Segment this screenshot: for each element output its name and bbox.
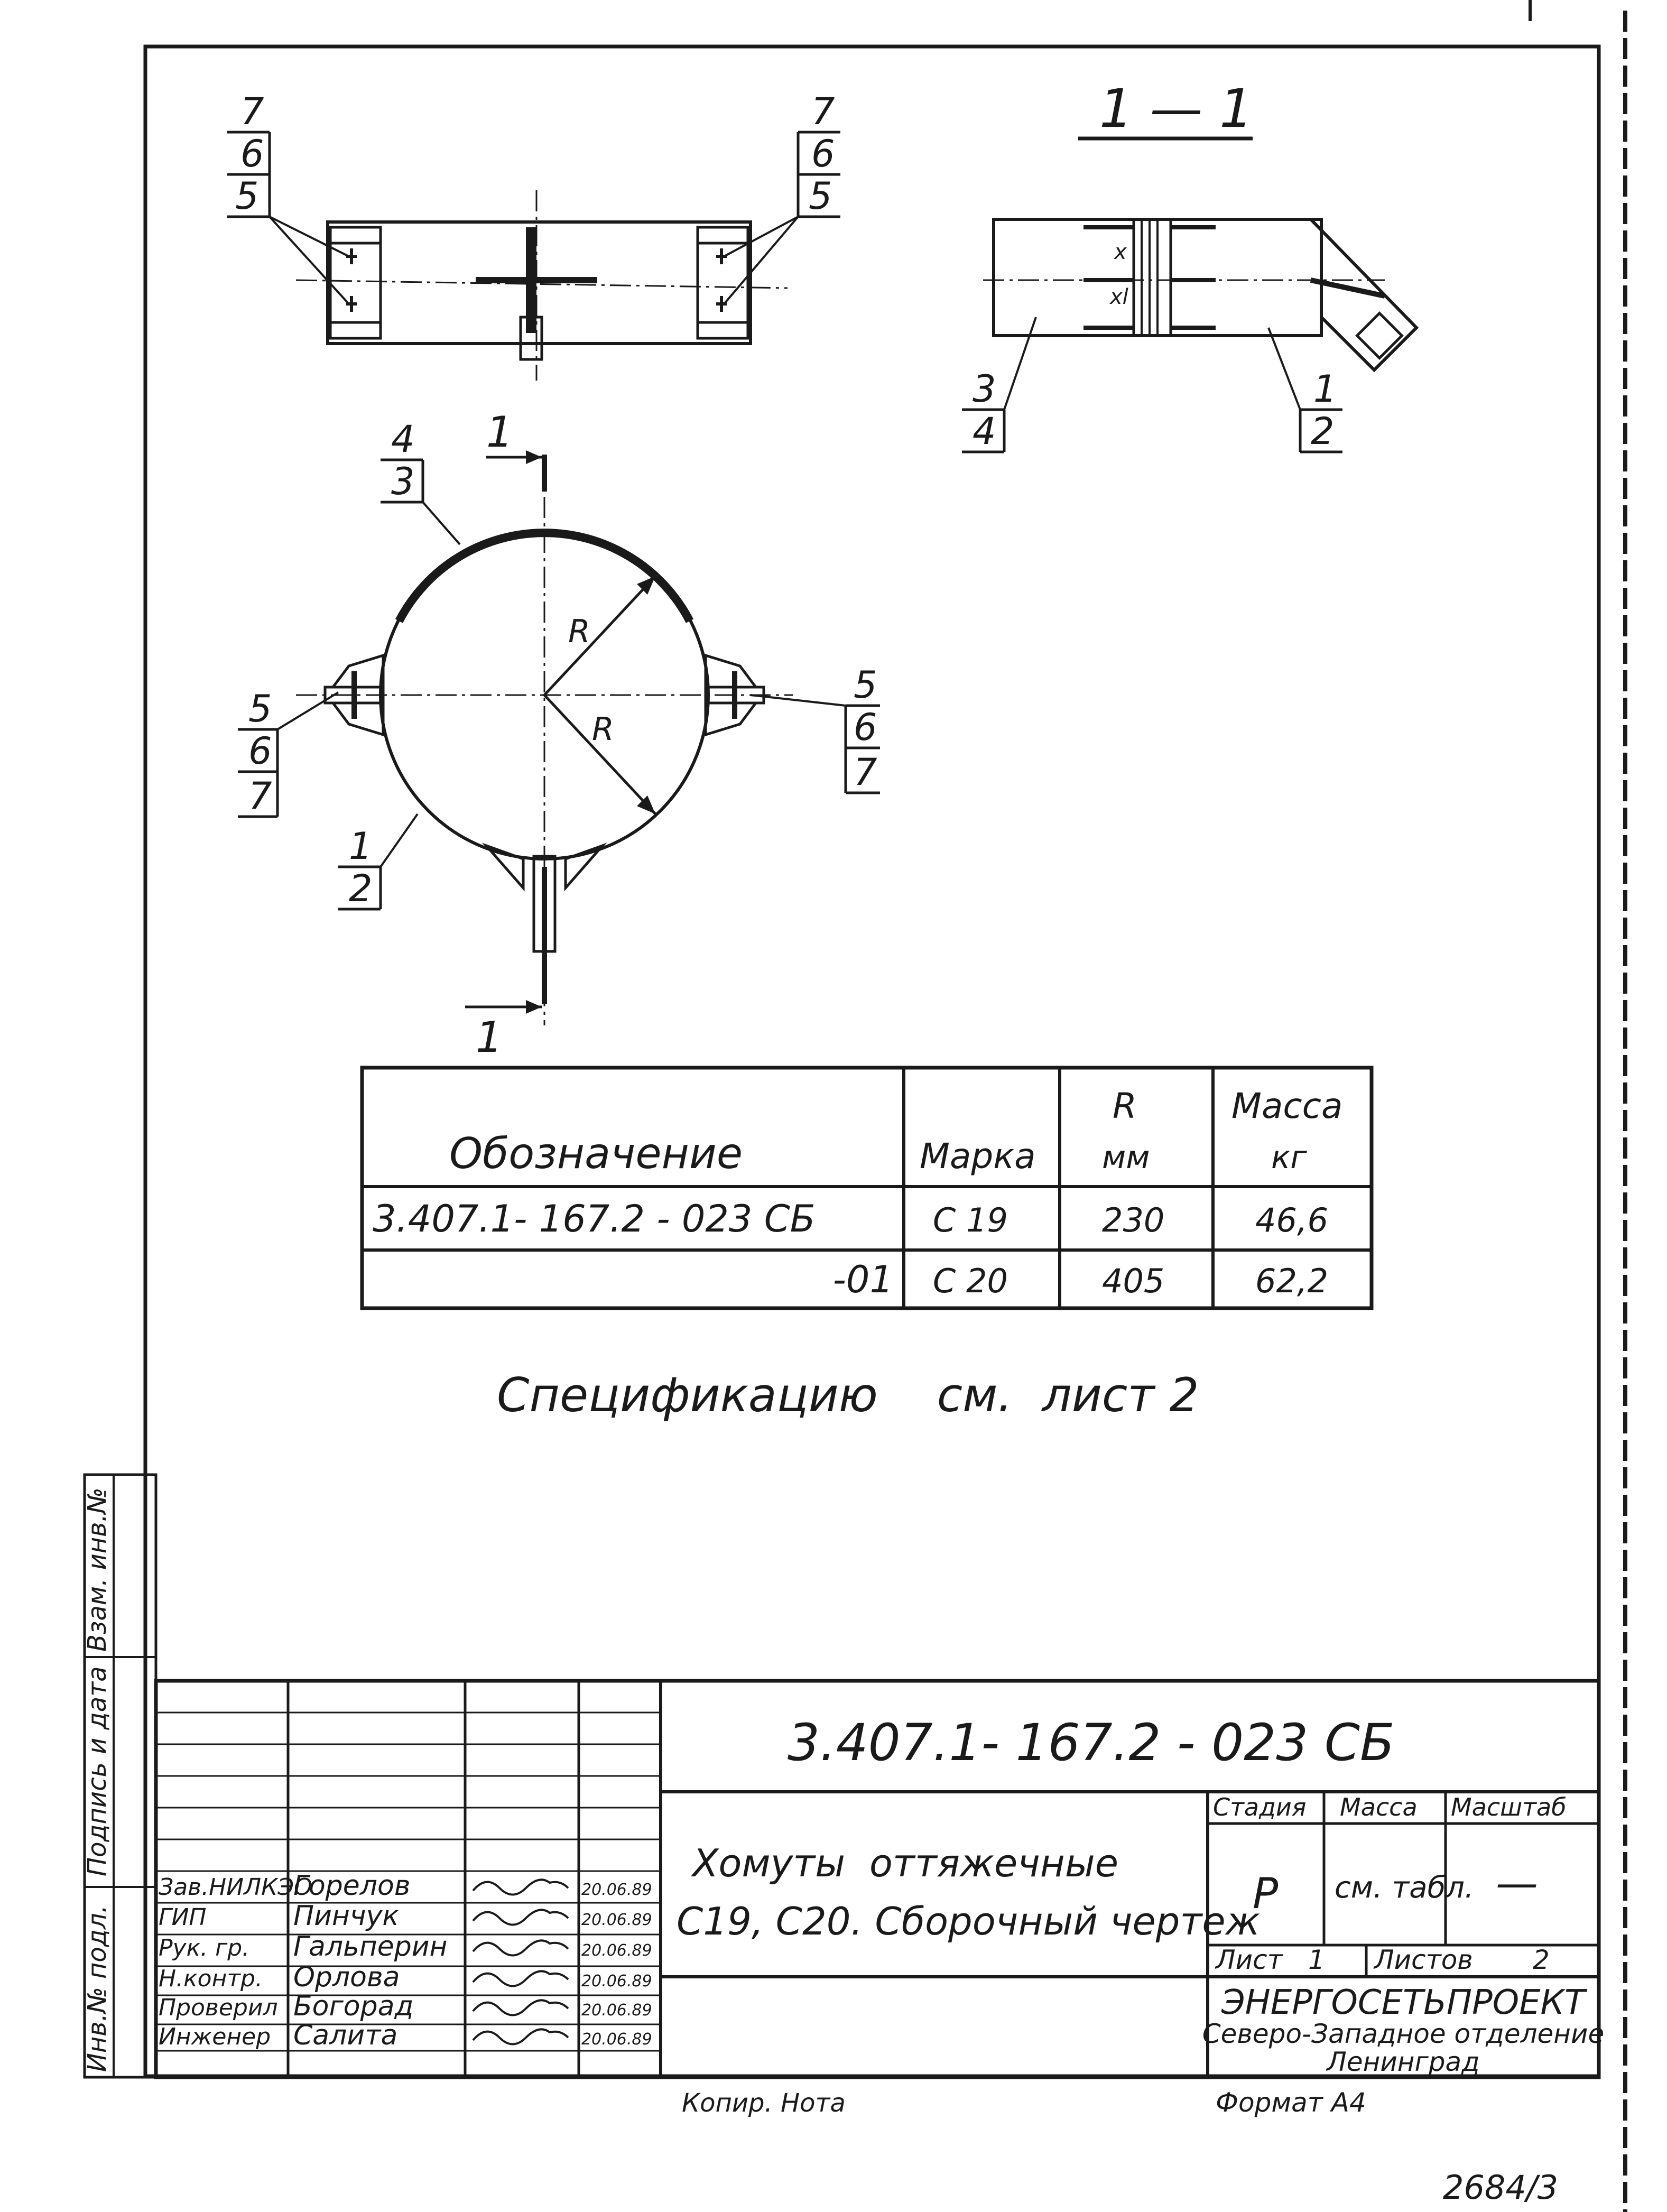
mass-label: Масса bbox=[1340, 1793, 1418, 1821]
callout-digit: 7 bbox=[854, 751, 877, 794]
title-line-2: С19, С20. Сборочный чертеж bbox=[677, 1899, 1260, 1943]
spec-header-mark: Марка bbox=[920, 1136, 1036, 1177]
signature-scribble bbox=[473, 1940, 568, 1955]
section-view bbox=[962, 78, 1416, 453]
signature-name: Орлова bbox=[293, 1961, 400, 1993]
mass-value: см. табл. bbox=[1335, 1871, 1474, 1905]
table-row bbox=[373, 1197, 1328, 1241]
signature-name: Пинчук bbox=[293, 1900, 399, 1932]
scale-label: Масштаб bbox=[1451, 1793, 1567, 1821]
title-line-1: Хомуты оттяжечные bbox=[692, 1841, 1119, 1885]
svg-text:x: x bbox=[1114, 240, 1127, 264]
side-label-inv-vzam: Взам. инв.№ bbox=[82, 1487, 112, 1652]
sheet-value: 1 bbox=[1308, 1945, 1325, 1975]
callout-digit: 6 bbox=[811, 132, 835, 175]
spec-cell-r: 230 bbox=[1102, 1201, 1165, 1239]
signature-date: 20.06.89 bbox=[581, 2001, 652, 2020]
sheets-value: 2 bbox=[1533, 1945, 1550, 1975]
top-view-right-callout bbox=[724, 90, 840, 304]
org-name: ЭНЕРГОСЕТЬПРОЕКТ bbox=[1221, 1983, 1586, 2022]
signature-name: Горелов bbox=[293, 1870, 411, 1902]
signature-scribble bbox=[473, 2000, 568, 2015]
signature-role: Н.контр. bbox=[159, 1965, 263, 1992]
callout-digit: 2 bbox=[349, 867, 373, 910]
callout-digit: 7 bbox=[240, 90, 264, 133]
stage-value: Р bbox=[1253, 1869, 1279, 1918]
spec-cell-designation: -01 bbox=[832, 1258, 893, 1301]
spec-cell-designation: 3.407.1- 167.2 - 023 СБ bbox=[373, 1197, 816, 1241]
signature-date: 20.06.89 bbox=[581, 1941, 652, 1960]
spec-cell-r: 405 bbox=[1102, 1262, 1165, 1300]
spec-cell-mass: 62,2 bbox=[1255, 1262, 1329, 1300]
callout-digit: 7 bbox=[248, 774, 272, 818]
front-top-callout bbox=[381, 418, 460, 544]
stage-label: Стадия bbox=[1213, 1793, 1307, 1821]
spec-header-mass-unit: кг bbox=[1271, 1139, 1307, 1176]
callout-digit: 1 bbox=[349, 825, 373, 868]
copied-by: Копир. Нота bbox=[682, 2088, 846, 2118]
signature-scribble bbox=[473, 1910, 568, 1924]
section-cut-top bbox=[486, 408, 544, 492]
radius-label: R bbox=[568, 613, 590, 650]
section-label: 1 — 1 bbox=[1099, 78, 1253, 140]
callout-digit: 3 bbox=[391, 460, 415, 503]
callout-digit: 5 bbox=[248, 687, 272, 730]
side-label-inv-podl: Инв.№ подл. bbox=[82, 1905, 112, 2072]
signature-name: Богорад bbox=[293, 1991, 414, 2022]
callout-digit: 1 bbox=[1313, 367, 1337, 411]
spec-cell-mass: 46,6 bbox=[1255, 1201, 1329, 1239]
callout-digit: 6 bbox=[248, 729, 272, 773]
spec-cell-mark: С 20 bbox=[933, 1262, 1008, 1300]
callout-digit: 4 bbox=[391, 418, 415, 461]
signature-scribble bbox=[473, 1971, 568, 1986]
callout-digit: 5 bbox=[809, 174, 832, 218]
signature-name: Салита bbox=[293, 2020, 398, 2051]
scale-value: — bbox=[1496, 1858, 1538, 1908]
callout-digit: 7 bbox=[811, 90, 835, 133]
doc-code: 3.407.1- 167.2 - 023 СБ bbox=[788, 1713, 1395, 1772]
callout-digit: 6 bbox=[240, 132, 264, 175]
callout-digit: 4 bbox=[973, 410, 996, 453]
front-view bbox=[238, 408, 880, 1062]
cut-marker-label: 1 bbox=[476, 1013, 503, 1062]
spec-header-designation: Обозначение bbox=[449, 1129, 743, 1178]
signature-role: Рук. гр. bbox=[159, 1935, 250, 1961]
signature-scribble bbox=[473, 1880, 568, 1894]
section-right-callout bbox=[1268, 328, 1342, 453]
signature-role: Проверил bbox=[159, 1994, 278, 2021]
radius-label: R bbox=[592, 711, 614, 748]
org-city: Ленинград bbox=[1327, 2047, 1480, 2077]
spec-cell-mark: С 19 bbox=[933, 1201, 1008, 1239]
svg-text:xl: xl bbox=[1110, 285, 1128, 309]
side-label-sign-date: Подпись и дата bbox=[82, 1666, 112, 1876]
callout-digit: 6 bbox=[854, 706, 877, 749]
top-view bbox=[227, 90, 840, 381]
sheet-label: Лист bbox=[1216, 1945, 1283, 1975]
format-label: Формат А4 bbox=[1216, 2087, 1366, 2118]
archive-number: 2684/3 bbox=[1443, 2168, 1559, 2207]
section-cut-bottom bbox=[465, 951, 544, 1062]
callout-digit: 5 bbox=[235, 174, 259, 218]
spec-note: Спецификацию см. лист 2 bbox=[497, 1368, 1199, 1422]
org-branch: Северо-Западное отделение bbox=[1202, 2019, 1605, 2049]
signature-date: 20.06.89 bbox=[581, 2030, 652, 2049]
signature-date: 20.06.89 bbox=[581, 1972, 652, 1991]
callout-digit: 5 bbox=[854, 663, 877, 707]
callout-digit: 3 bbox=[973, 367, 996, 411]
spec-header-r-unit: мм bbox=[1102, 1139, 1150, 1176]
section-left-callout bbox=[962, 317, 1036, 453]
callout-digit: 2 bbox=[1311, 410, 1335, 453]
spec-header-mass: Масса bbox=[1231, 1086, 1343, 1126]
signature-role: Инженер bbox=[159, 2023, 271, 2050]
spec-table bbox=[362, 1068, 1372, 1308]
sheets-label: Листов bbox=[1374, 1945, 1473, 1975]
spec-header-r: R bbox=[1113, 1086, 1137, 1126]
table-row bbox=[833, 1258, 1328, 1301]
cut-marker-label: 1 bbox=[486, 408, 513, 457]
signature-scribble bbox=[473, 2029, 568, 2044]
signature-role: Зав.НИЛКЭО bbox=[159, 1874, 312, 1901]
front-bottom-callout bbox=[338, 814, 418, 910]
signature-name: Гальперин bbox=[293, 1931, 448, 1963]
signature-role: ГИП bbox=[159, 1904, 207, 1931]
signature-date: 20.06.89 bbox=[581, 1881, 652, 1899]
front-right-callout bbox=[751, 663, 880, 794]
front-left-callout bbox=[238, 687, 338, 818]
signature-date: 20.06.89 bbox=[581, 1911, 652, 1929]
